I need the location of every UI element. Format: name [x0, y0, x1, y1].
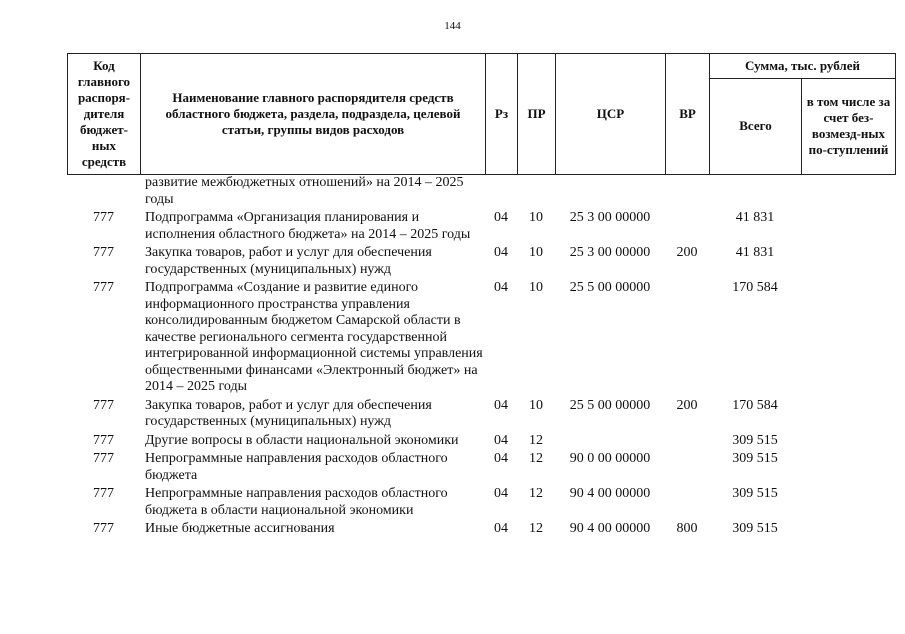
row-rz: 04 [494, 397, 508, 413]
row-incl [801, 175, 895, 209]
row-name: Непрограммные направления расходов областного бюджета в области национальной экономики [145, 486, 448, 518]
table-row [67, 175, 895, 209]
row-incl [801, 485, 895, 520]
row-csr: 90 4 00 00000 [569, 521, 651, 536]
table-body [67, 175, 895, 539]
row-pr: 10 [529, 397, 543, 413]
row-incl [801, 244, 895, 279]
row-code: 777 [93, 486, 114, 501]
row-total: 309 515 [732, 486, 778, 501]
header-pr: ПР [518, 54, 556, 175]
row-total: 170 584 [732, 397, 778, 413]
row-csr: 90 0 00 00000 [569, 451, 651, 466]
table-row [67, 397, 895, 432]
row-rz: 04 [494, 432, 508, 448]
row-code: 777 [93, 451, 114, 466]
row-code: 777 [93, 245, 114, 260]
row-vr: 200 [676, 245, 698, 260]
row-name: Непрограммные направления расходов областного бюджета [145, 451, 448, 483]
header-vr: ВР [666, 54, 710, 175]
row-csr: 25 5 00 00000 [569, 280, 651, 295]
row-pr [517, 175, 555, 209]
budget-table [67, 53, 895, 539]
row-name: Подпрограмма «Создание и развитие единого информационного пространства управления консолидированным бюджетом Самарской области в качестве регионального сегмента государственной интегрированной информационной системы управления общественными финансами «Электронный бюджет» на 2014 – 2025 годы [145, 280, 483, 394]
row-pr: 12 [529, 432, 543, 448]
header-csr: ЦСР [556, 54, 666, 175]
row-csr: 25 3 00 00000 [569, 245, 651, 260]
row-pr: 12 [529, 486, 543, 501]
row-incl [801, 432, 895, 451]
row-name: Закупка товаров, работ и услуг для обеспечения государственных (муниципальных) нужд [145, 397, 432, 429]
table-row [67, 209, 895, 244]
header-sum: Сумма, тыс. рублей [710, 54, 896, 79]
row-incl [801, 397, 895, 432]
row-incl [801, 520, 895, 539]
row-rz: 04 [494, 451, 508, 466]
row-pr: 10 [529, 245, 543, 260]
row-name: Подпрограмма «Организация планирования и исполнения областного бюджета» на 2014 – 2025 годы [145, 210, 471, 242]
table-row [67, 520, 895, 539]
row-code: 777 [93, 280, 114, 295]
row-vr: 800 [676, 521, 698, 536]
row-name: Другие вопросы в области национальной экономики [145, 432, 459, 448]
row-incl [801, 450, 895, 485]
row-csr: 90 4 00 00000 [569, 486, 651, 501]
row-pr: 10 [529, 210, 543, 225]
row-incl [801, 279, 895, 397]
row-name: Закупка товаров, работ и услуг для обеспечения государственных (муниципальных) нужд [145, 245, 432, 277]
row-rz [485, 175, 517, 209]
row-code: 777 [93, 210, 114, 225]
row-pr: 10 [529, 280, 543, 295]
row-incl [801, 209, 895, 244]
row-total [709, 175, 801, 209]
row-code [67, 175, 140, 209]
row-total: 41 831 [735, 245, 775, 260]
row-total: 41 831 [735, 210, 775, 225]
row-rz: 04 [494, 521, 508, 536]
row-code: 777 [93, 397, 114, 413]
row-total: 170 584 [732, 280, 778, 295]
table-header [67, 53, 896, 175]
table-row [67, 485, 895, 520]
header-incl: в том числе за счет без-возмезд-ных по-ступлений [802, 78, 896, 174]
table-row [67, 432, 895, 451]
header-total: Всего [710, 78, 802, 174]
row-vr [665, 279, 709, 397]
row-vr [665, 485, 709, 520]
row-total: 309 515 [732, 451, 778, 466]
row-name: Иные бюджетные ассигнования [145, 521, 335, 536]
row-csr: 25 5 00 00000 [569, 397, 651, 413]
table-row [67, 279, 895, 397]
row-vr [665, 209, 709, 244]
table-row [67, 450, 895, 485]
row-total: 309 515 [732, 432, 778, 448]
header-code: Код главного распоря-дителя бюджет-ных средств [68, 54, 141, 175]
row-code: 777 [93, 521, 114, 536]
row-total: 309 515 [732, 521, 778, 536]
row-csr [555, 175, 665, 209]
row-vr [665, 175, 709, 209]
row-code: 777 [93, 432, 114, 448]
header-rz: Рз [486, 54, 518, 175]
row-name: развитие межбюджетных отношений» на 2014 – 2025 годы [145, 175, 464, 207]
row-rz: 04 [494, 210, 508, 225]
row-rz: 04 [494, 280, 508, 295]
row-rz: 04 [494, 486, 508, 501]
row-pr: 12 [529, 521, 543, 536]
header-name: Наименование главного распорядителя средств областного бюджета, раздела, подраздела, целевой статьи, группы видов расходов [141, 54, 486, 175]
table-row [67, 244, 895, 279]
row-rz: 04 [494, 245, 508, 260]
row-vr [665, 450, 709, 485]
page-number: 144 [444, 20, 461, 32]
row-pr: 12 [529, 451, 543, 466]
row-vr [665, 432, 709, 451]
row-csr [555, 432, 665, 451]
row-csr: 25 3 00 00000 [569, 210, 651, 225]
row-vr: 200 [676, 397, 698, 413]
